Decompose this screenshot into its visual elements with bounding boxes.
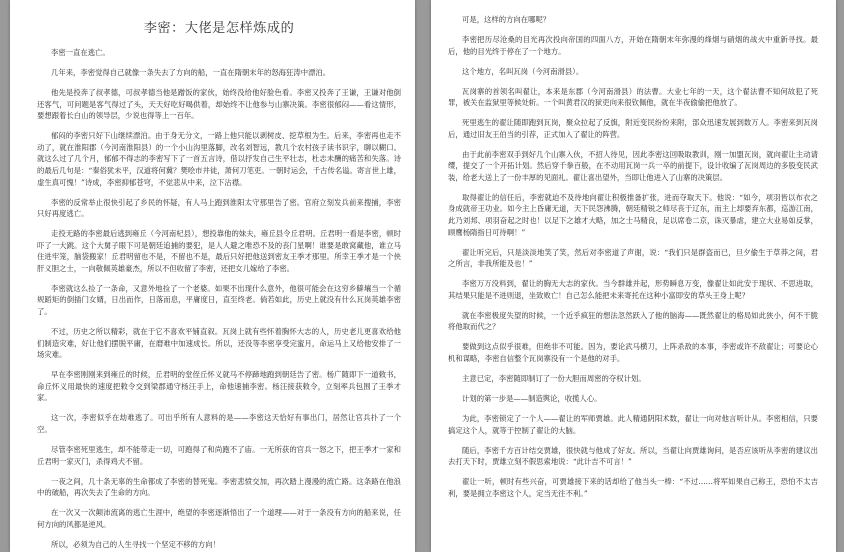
- paragraph: 翟让一听，顿时有些兴奋，可贾雄接下来的话却给了他当头一棒：“不过……将军如果自己称王，恐怕不太吉利，要是拥立李密这个人，定当无往不利。”: [448, 477, 818, 498]
- paragraph: 不过，历史之所以精彩，就在于它不喜欢平铺直叙。瓦岗上就有些怀着胸怀大志的人，历史老儿更喜欢给他们制造灾难，好让他们摆脱平庸，在磨难中加速成长。所以，还没等李密享受完蜜月，命运马上又给他安排了一场灾难。: [37, 327, 401, 360]
- paragraph: 由于此前李密双手到好几个山寨入伙，不招人待见，因此李密这回吸取教训，刚一加盟瓦岗，就向翟让主动请缨，提交了一个开拓计划。然后穿千拳百般，在不动用瓦岗一兵一卒的前提下，设计收编了瓦岗周边的多股变民武装，给老大送上了一份丰厚的见面礼。翟让喜出望外，当即让他进入了山寨的决策层。: [448, 149, 818, 182]
- paragraph: 一夜之间，几十条无辜的生命都成了李密的替死鬼。李密悲愤交加，再次踏上漫漫的流亡路。这条路在他浪中的破船，再次失去了生命的方向。: [37, 476, 401, 498]
- page-left: [10, 0, 415, 552]
- paragraph: 要做到这点似乎很难，但绝非不可能。因为，要论武马横刀，上阵杀敌的本事，李密或许不敌翟让；可要论心机和谋略，李密自信整个瓦岗寨没有一个是他的对手。: [448, 342, 818, 363]
- paragraph: 取得翟让的信任后，李密就迫不及待地向翟让积极推备扩张，进而夺取天下。他说：“如今，项羽皆以布衣之身成就帝王功业。如今主上昏庸无道，天下民怨沸腾，朝廷精锐之师尽丧于辽东，而主上却要弃东都，巡游江南，此乃刘邦、项羽奋起之时也！以足下之雄才大略，加之士马精良，足以席卷二京，诛灭暴虐，建立大业易如反掌，顾鹰杨隋指日可待啊！”: [448, 192, 818, 237]
- paragraph: 李密的反常举止很快引起了乡民的怀疑，有人马上跑到淮阳太守那里告了密。官府立刻发兵前来搜捕，李密只好再度逃亡。: [37, 197, 401, 219]
- paragraph: 翟让听完后，只是淡淡地笑了笑，然后对李密道了声谢，说：“我们只是群盗而已，旦夕偷生于草莽之间，君之所言，非我所能及也！”: [448, 247, 818, 269]
- paragraph: 尽管李密死里逃生，却不能带走一切，可跑得了和尚跑不了庙。一无所获的官兵一怒之下，把王季才一家和丘君明一家灭门，杀得鸡犬不留。: [37, 444, 401, 466]
- paragraph: 几年来，李密觉得自己就像一条失去了方向的船，一直在隋朝末年的怒海狂涛中漂泊。: [51, 67, 331, 77]
- paragraph: 这个地方，名叫瓦岗（今河南滑县）。: [462, 66, 584, 76]
- paragraph: 就在李密极度失望的时候，一个近乎疯狂的想法忽然跃入了他的脑海——既然翟让的格局如此狭小，何不干脆将他取而代之？: [448, 310, 818, 332]
- paragraph: 计划的第一步是——制造舆论，收揽人心。: [462, 393, 602, 403]
- paragraph: 李密一直在逃亡。: [51, 48, 110, 57]
- paragraph: 李密万万没料到，翟让的胸无大志的家伙。当今群雄并起，形势瞬息万变，像翟让如此安于现状、不思进取，其结果只能是不进则退，坐致败亡！自己怎么能把未来寄托在这种小富即安的草头王身上呢？: [448, 279, 818, 300]
- paragraph: 为此，李密锁定了一个人——翟让的军师贾雄。此人精通阴阳术数，翟让一向对他言听计从。李密相信，只要搞定这个人，就等于控制了翟让的大脑。: [448, 413, 818, 435]
- paragraph: 死里逃生的翟让随即跑到瓦岗，聚众拉起了反旗，附近变民纷纷来附，部众迅速发展到数万人。李密来到瓦岗后，通过旧友王伯当的引荐，正式加入了翟让的阵营。: [448, 118, 818, 139]
- paragraph: 所以，必须为自己的人生寻找一个坚定不移的方向！: [51, 539, 220, 549]
- paragraph: 在一次又一次颠沛流离的逃亡生涯中，绝望的李密逐渐悟出了一个道理——对于一条没有方向的船来说，任何方向的风都是逆风。: [37, 508, 401, 529]
- paragraph: 可是，这样的方向在哪呢？: [462, 15, 551, 24]
- paragraph: 李密就这么捡了一条命，又意外地捡了一个老婆。如果不出现什么意外，他很可能会在这穷乡僻壤当一个循规蹈矩的倒插门女婿，日出而作，日落而息，平庸度日，直至终老。倘若如此，历史上就没有什么瓦岗英雄李密了。: [37, 283, 401, 317]
- paragraph: 他先是投奔了叔孝德，可叔孝德当他是蹭饭的家伙，始终没给他好脸色看。李密又投奔了王谦，王谦对他倒还客气，可问题是客气得过了头，天天好吃好喝供着，却始终不让他参与山寨决策。李密很郁闷——看这情形，要想跟着长白山的领导层，少说也得等上一百年。: [37, 87, 401, 121]
- paragraph: 走投无路的李密最后逃到雍丘（今河南杞县），想投靠他的妹夫，雍丘县令丘君明。丘君明一看是李密，顿时吓了一大跳。这个大舅子眼下可是朝廷追捕的要犯，是人人避之唯恐不及的丧门星啊！谁要是敢窝藏他，谁立马住进牢笼，脑袋搬家！丘君明留也不是，不留也不是，最后只好把他送到密友王季才那里。所幸王季才是一个侠肝义胆之士，一向敬佩英雄豪杰，所以不但收留了李密，还把女儿嫁给了李密。: [37, 229, 401, 273]
- paragraph: 随后，李密千方百计结交贾雄，很快就与他成了好友。所以，当翟让向贾雄询问，是否应该听从李密的建议出去打天下时，贾雄立刻不假思索地说：“此计吉不可言！”: [448, 445, 818, 467]
- paragraph: 郁闷的李密只好下山继续漂泊。由于身无分文，一路上他只能以剥树皮、挖草根为生。后来，李密再也走不动了，就在淮阳郡（今河南淮阳县）的一个小山沟里落脚，改名刘智远，教几个农村孩子读书识字，聊以糊口。就这么过了几个月，郁郁不得志的李密写下了一首五言诗，借以抒发自己生平壮志，杜志未酬的痛苦和失落。诗的最后几句是：“秦俗犹未平，汉道将何冀？樊哙市井徒，萧何刀笔吏。一朝时运会，千古传名谥。寄言世上雄，虚生真可愧！”诗成，李密抑郁苍穹，不觉悲从中来，泣下沾襟。: [37, 131, 401, 187]
- paragraph: 主意已定，李密随即制订了一份大胆而周密的夺权计划。: [462, 373, 646, 383]
- right-body: [448, 14, 818, 499]
- paragraph: 早在李密刚刚来到雍丘的时候，丘君明的堂侄丘怀义就马不停蹄地跑到朝廷告了密。杨广随即下一道敕书，命丘怀义用最快的速度把敕令交到梁郡通守杨汪手上，命他速捕李密。杨汪接获敕令，立刻率兵包围了王季才家。: [37, 370, 401, 403]
- page-right: [431, 0, 836, 552]
- paragraph: 李密把历尽沧桑的目光再次投向帝国的四面八方，开始在隋朝末年弥漫的烽烟与硝烟的战火中重新寻找。最后，他的目光终于停在了一个地方。: [448, 34, 818, 56]
- left-body: [37, 47, 401, 550]
- page-title: 李密：大佬是怎样炼成的: [143, 21, 295, 36]
- paragraph: 瓦岗寨的首领名叫翟让，本来是东郡（今河南滑县）的法曹。大业七年的一天，这个翟法曹不知何故犯了死罪，被关在监狱里等候处斩。一个叫黄君汉的狱吏向来很钦佩他，就在半夜偷偷把他放了。: [448, 86, 818, 108]
- paragraph: 这一次，李密似乎在劫难逃了。可出乎所有人意料的是——李密这天恰好有事出门，居然让官兵扑了一个空。: [37, 413, 401, 434]
